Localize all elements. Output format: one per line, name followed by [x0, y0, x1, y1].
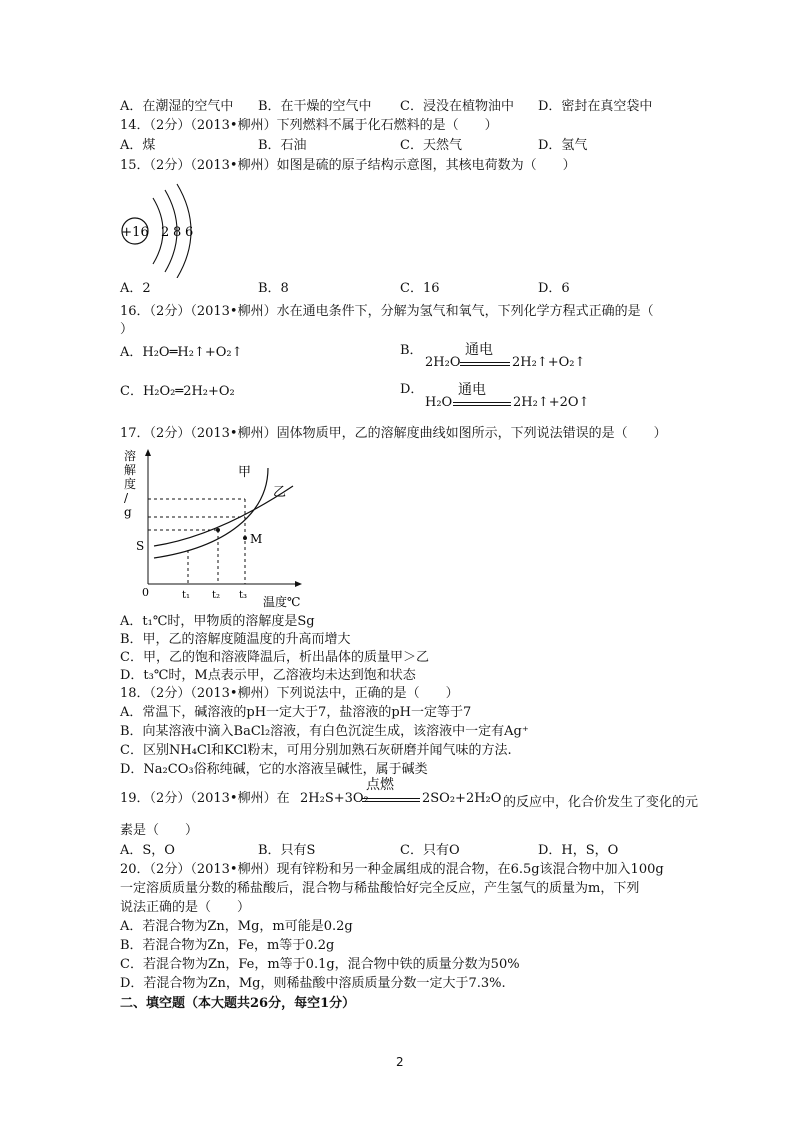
q13-option-c: C．浸没在植物油中 [400, 99, 514, 114]
q16-option-c: C．H₂O₂═2H₂+O₂ [120, 384, 235, 399]
q16-stem-line1: 16．（2分）（2013•柳州）水在通电条件下，分解为氢气和氧气，下列化学方程式正确的是（ [120, 304, 654, 319]
q14-option-c: C．天然气 [400, 138, 462, 153]
xtick-t1: t₁ [182, 590, 191, 601]
q16-option-d-label: D． [400, 382, 424, 397]
q13-option-b: B．在干燥的空气中 [258, 99, 372, 114]
q17-option-d: D．t₃℃时，M点表示甲，乙溶液均未达到饱和状态 [120, 668, 416, 683]
q15-stem: 15．（2分）（2013•柳州）如图是硫的原子结构示意图，其核电荷数为（ ） [120, 158, 576, 173]
q14-stem: 14．（2分）（2013•柳州）下列燃料不属于化石燃料的是（ ） [120, 118, 498, 133]
q17-option-a: A．t₁℃时，甲物质的溶解度是Sg [120, 614, 315, 629]
q19-equals-sign [362, 798, 420, 802]
x-axis-arrow [295, 581, 302, 587]
point-m-label: M [250, 532, 263, 546]
page-number: 2 [396, 1055, 404, 1069]
q20-stem-line1: 20．（2分）（2013•柳州）现有锌粉和另一种金属组成的混合物，在6.5g该混合物中加入100g [120, 862, 664, 877]
q16-b-products: 2H₂↑+O₂↑ [512, 355, 586, 370]
q16-b-equals-sign [460, 362, 510, 366]
q15-option-a: A．2 [120, 281, 151, 296]
q19-stem-post: 的反应中，化合价发生了变化的元 [503, 795, 699, 810]
x-axis-label: 温度℃ [263, 595, 301, 609]
shell-3-electrons: 6 [185, 225, 194, 240]
q16-d-equals-sign [453, 402, 511, 406]
q18-option-c: C．区别NH₄Cl和KCl粉末，可用分别加熟石灰研磨并闻气味的方法. [120, 743, 512, 758]
q16-b-condition: 通电 [465, 342, 493, 358]
curve-yi-label: 乙 [273, 485, 287, 500]
q15-option-c: C．16 [400, 281, 440, 296]
q19-option-c: C．只有O [400, 843, 460, 858]
origin-label: 0 [142, 586, 149, 599]
q20-option-b: B．若混合物为Zn，Fe，m等于0.2g [120, 938, 335, 953]
q20-option-d: D．若混合物为Zn，Mg，则稀盐酸中溶质质量分数一定大于7.3%. [120, 976, 506, 991]
q18-option-b: B．向某溶液中滴入BaCl₂溶液，有白色沉淀生成，该溶液中一定有Ag⁺ [120, 724, 529, 739]
q14-option-d: D．氢气 [538, 138, 588, 153]
s-label: S [136, 539, 145, 553]
q18-stem: 18．（2分）（2013•柳州）下列说法中，正确的是（ ） [120, 686, 459, 701]
section-2-heading: 二、填空题（本大题共26分，每空1分） [120, 996, 356, 1011]
q19-stem-pre: 19．（2分）（2013•柳州）在 [120, 791, 290, 806]
nucleus-charge: +16 [121, 225, 149, 240]
q17-option-b: B．甲，乙的溶解度随温度的升高而增大 [120, 632, 351, 647]
y-axis-arrow [145, 449, 151, 456]
solubility-curve-chart [118, 446, 308, 611]
q19-products: 2SO₂+2H₂O [422, 791, 502, 806]
q20-option-c: C．若混合物为Zn，Fe，m等于0.1g，混合物中铁的质量分数为50% [120, 957, 520, 972]
q16-d-products: 2H₂↑+2O↑ [513, 395, 590, 410]
q20-stem-line2: 一定溶质质量分数的稀盐酸后，混合物与稀盐酸恰好完全反应，产生氢气的质量为m，下列 [120, 881, 640, 896]
xtick-t3: t₃ [239, 590, 248, 601]
q18-option-d: D．Na₂CO₃俗称纯碱，它的水溶液呈碱性，属于碱类 [120, 762, 428, 777]
shell-1-electrons: 2 [161, 225, 170, 240]
q16-b-reactants: 2H₂O [425, 355, 461, 370]
y-axis-label: 溶解度/ g [124, 449, 137, 519]
xtick-t2: t₂ [212, 590, 221, 601]
q14-option-a: A．煤 [120, 138, 156, 153]
q14-option-b: B．石油 [258, 138, 307, 153]
q13-option-d: D．密封在真空袋中 [538, 99, 653, 114]
q19-stem-line2: 素是（ ） [120, 823, 199, 838]
q19-option-d: D．H，S，O [538, 843, 619, 858]
point-m [243, 536, 247, 540]
sulfur-atom-diagram [115, 178, 225, 278]
q16-stem-line2: ） [120, 322, 134, 337]
q20-stem-line3: 说法正确的是（ ） [120, 900, 251, 915]
q18-option-a: A．常温下，碱溶液的pH一定大于7，盐溶液的pH一定等于7 [120, 705, 472, 720]
q19-option-a: A．S，O [120, 843, 175, 858]
q17-option-c: C．甲，乙的饱和溶液降温后，析出晶体的质量甲＞乙 [120, 650, 429, 665]
q16-d-reactants: H₂O [425, 395, 453, 410]
q19-reactants: 2H₂S+3O₂ [300, 791, 369, 806]
q16-option-b-label: B． [400, 343, 423, 358]
q13-option-a: A．在潮湿的空气中 [120, 99, 234, 114]
q19-option-b: B．只有S [258, 843, 316, 858]
q16-option-a: A．H₂O═H₂↑+O₂↑ [120, 345, 243, 360]
q20-option-a: A．若混合物为Zn，Mg，m可能是0.2g [120, 919, 353, 934]
q16-d-condition: 通电 [458, 382, 486, 398]
curve-jia-label: 甲 [238, 465, 252, 480]
q15-option-d: D．6 [538, 281, 570, 296]
q17-stem: 17．（2分）（2013•柳州）固体物质甲，乙的溶解度曲线如图所示，下列说法错误的是（ ） [120, 426, 667, 441]
q19-condition: 点燃 [366, 777, 394, 793]
shell-2-electrons: 8 [173, 225, 182, 240]
intersection-point [216, 528, 220, 532]
q15-option-b: B．8 [258, 281, 289, 296]
